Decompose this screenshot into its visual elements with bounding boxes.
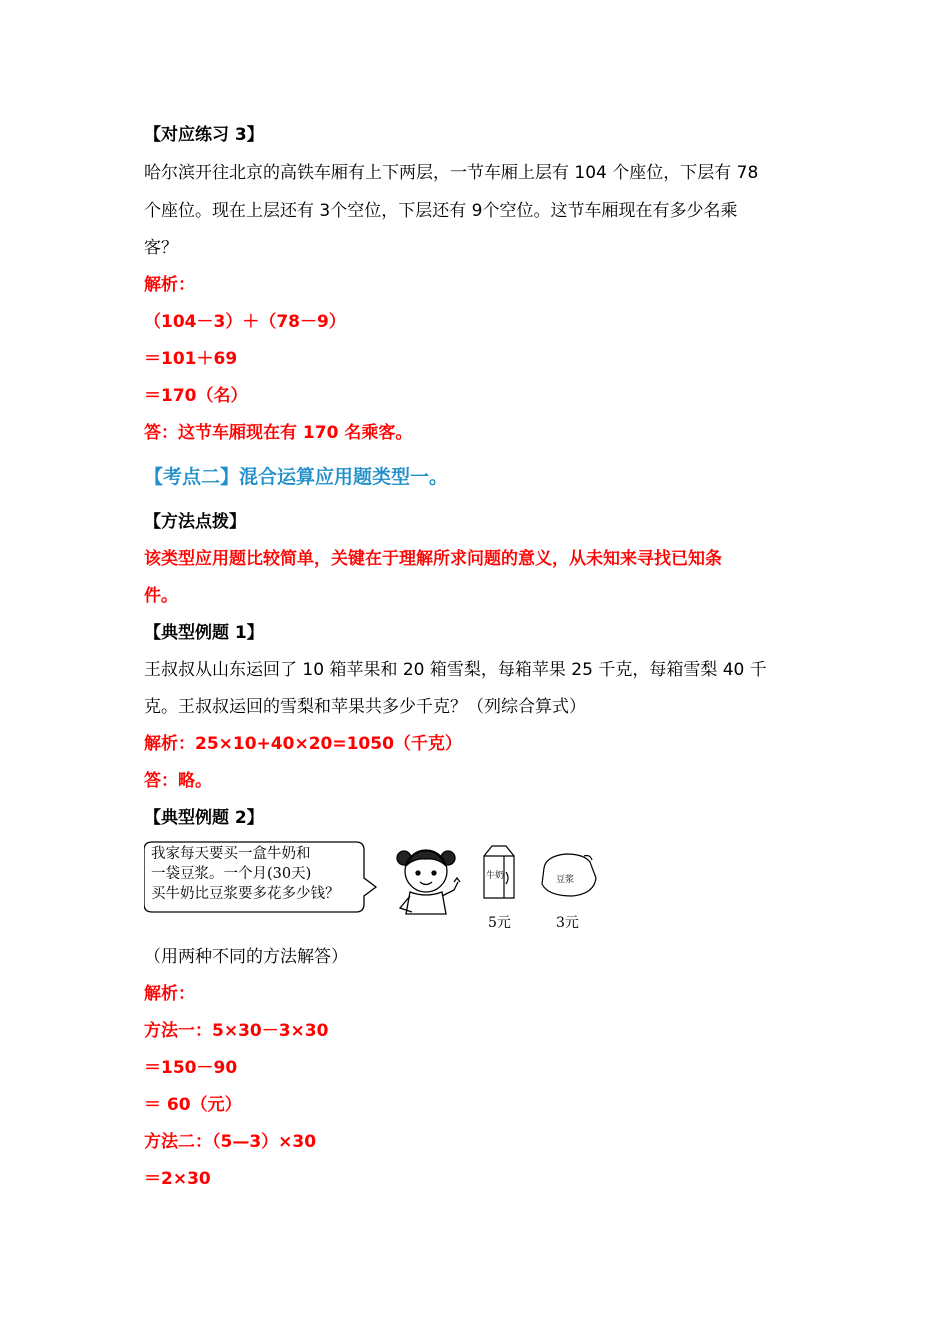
soy-price: 3元 [556,915,579,931]
method1-line-2: ＝150－90 [144,1058,238,1078]
method2-line-2: ＝2×30 [144,1169,211,1189]
example1-question-line-1: 王叔叔从山东运回了 10 箱苹果和 20 箱雪梨，每箱苹果 25 千克，每箱雪梨 40 千 [144,660,767,680]
example1-heading: 【典型例题 1】 [144,623,264,643]
method1-line-1: 方法一：5×30－3×30 [144,1021,329,1041]
bubble-line-3: 买牛奶比豆浆要多花多少钱？ [151,886,340,902]
bubble-line-1: 我家每天要买一盒牛奶和 [151,846,311,862]
example1-analysis: 解析：25×10+40×20=1050（千克） [144,734,462,754]
method-text-line-2: 件。 [144,586,178,606]
method-text-line-1: 该类型应用题比较简单，关键在于理解所求问题的意义，从未知来寻找已知条 [144,549,722,569]
example2-analysis-label: 解析： [144,984,195,1004]
bubble-line-2: 一袋豆浆。一个月(30天) [151,866,312,882]
practice3-question-line-3: 客？ [144,238,178,258]
girl-icon [397,850,460,914]
practice3-question-line-2: 个座位。现在上层还有 3个空位，下层还有 9个空位。这节车厢现在有多少名乘 [144,201,738,221]
method-heading: 【方法点拨】 [144,512,246,532]
practice3-answer: 答：这节车厢现在有 170 名乘客。 [144,423,413,443]
milk-price: 5元 [488,915,511,931]
example2-heading: 【典型例题 2】 [144,808,264,828]
method1-line-3: ＝ 60（元） [144,1095,242,1115]
soy-label: 豆浆 [556,875,575,885]
practice3-question-line-1: 哈尔滨开往北京的高铁车厢有上下两层，一节车厢上层有 104 个座位，下层有 78 [144,163,759,183]
milk-label: 牛奶 [486,871,505,881]
topic2-heading: 【考点二】混合运算应用题类型一。 [144,466,449,488]
example1-answer: 答：略。 [144,771,212,791]
example2-note: （用两种不同的方法解答） [144,947,348,967]
practice3-step-2: ＝101＋69 [144,349,238,369]
practice3-step-1: （104－3）＋（78－9） [144,312,346,332]
example1-question-line-2: 克。王叔叔运回的雪梨和苹果共多少千克？（列综合算式） [144,697,586,717]
example2-illustration [144,838,614,934]
method2-line-1: 方法二：（5—3）×30 [144,1132,317,1152]
practice3-step-3: ＝170（名） [144,386,248,406]
practice3-analysis-label: 解析： [144,275,195,295]
practice3-heading: 【对应练习 3】 [144,125,264,145]
